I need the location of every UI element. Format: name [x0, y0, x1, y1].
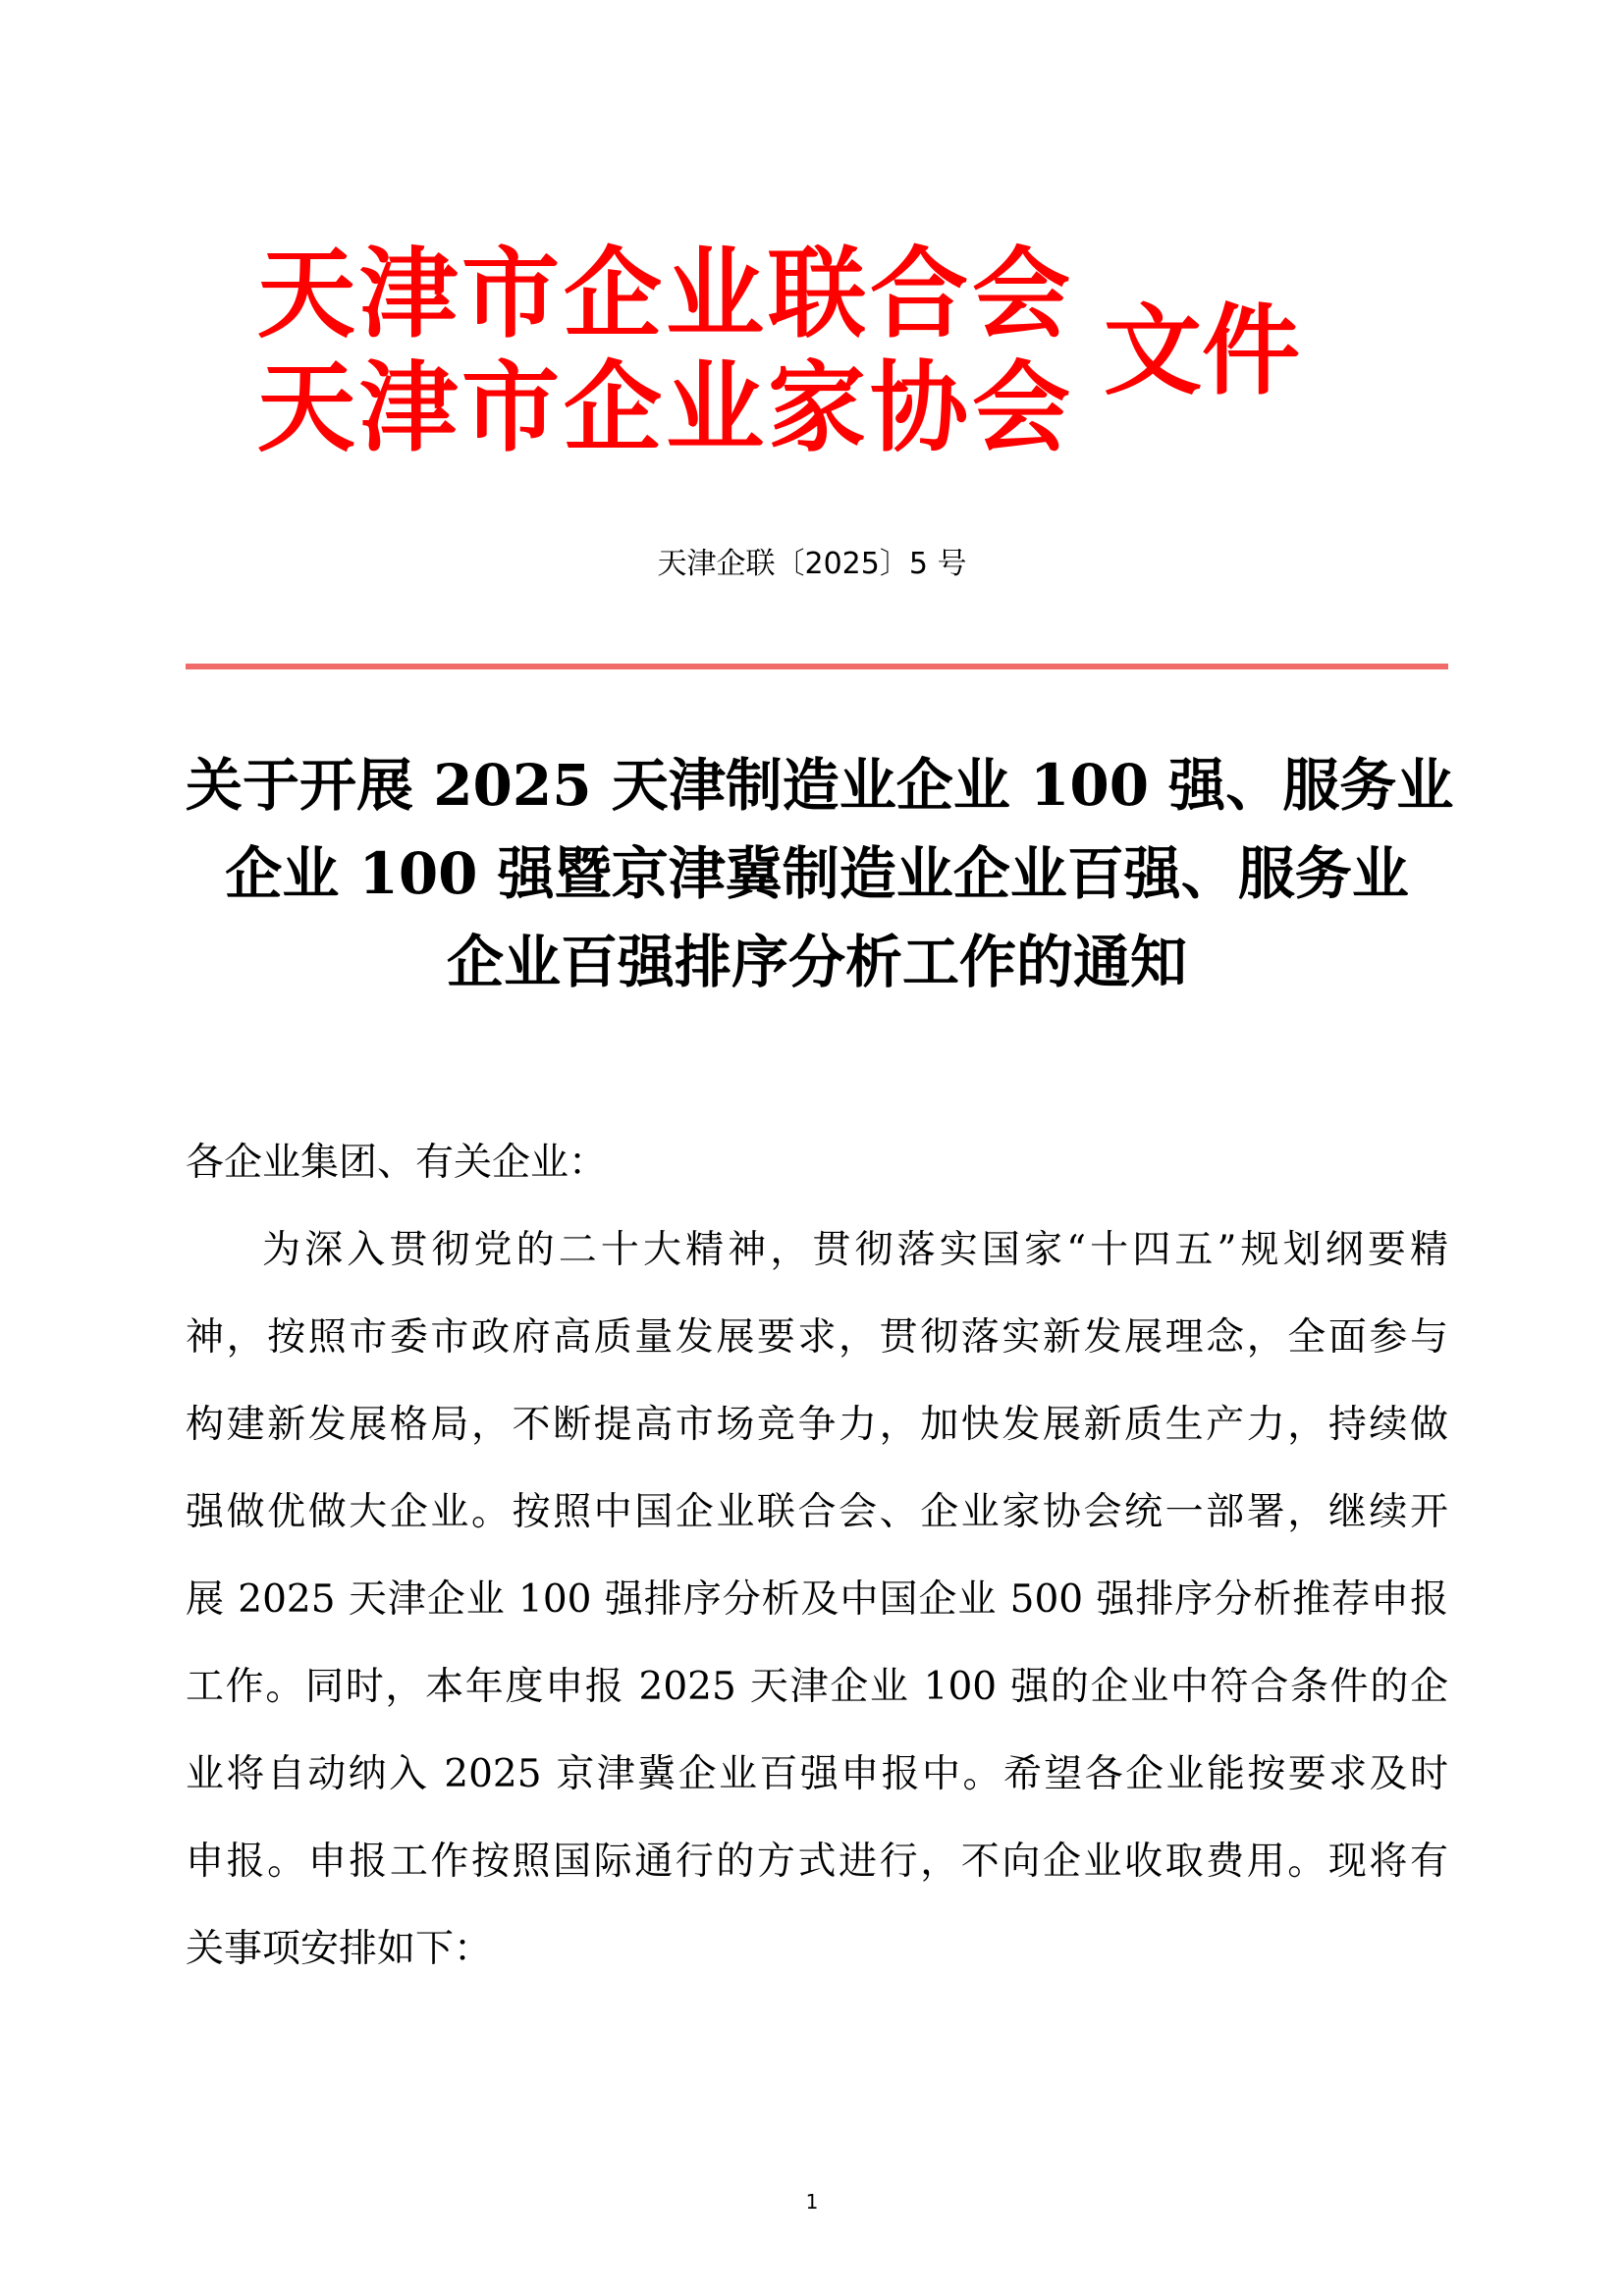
paragraph-line: 强做优做大企业。按照中国企业联合会、企业家协会统一部署，继续开	[186, 1490, 1448, 1534]
paragraph-line: 神，按照市委市政府高质量发展要求，贯彻落实新发展理念，全面参与	[186, 1315, 1448, 1360]
document-title	[186, 741, 1454, 1006]
body-paragraph	[186, 1206, 1448, 1993]
paragraph-line: 业将自动纳入 2025 京津冀企业百强申报中。希望各企业能按要求及时	[186, 1752, 1448, 1796]
header-org-2: 天津市企业家协会	[257, 349, 1074, 465]
title-line: 关于开展 2025 天津制造业企业 100 强、服务业	[186, 752, 1454, 819]
paragraph-line: 工作。同时，本年度申报 2025 天津企业 100 强的企业中符合条件的企	[186, 1665, 1448, 1709]
paragraph-line: 构建新发展格局，不断提高市场竞争力，加快发展新质生产力，持续做	[186, 1403, 1448, 1447]
title-line: 企业 100 强暨京津冀制造业企业百强、服务业	[225, 840, 1409, 907]
paragraph-line: 展 2025 天津企业 100 强排序分析及中国企业 500 强排序分析推荐申报	[186, 1577, 1448, 1622]
document-body	[186, 1119, 1448, 1993]
document-number: 天津企联〔2025〕5 号	[657, 547, 967, 581]
page-number: 1	[805, 2190, 819, 2214]
red-divider	[186, 664, 1448, 669]
header-org-1: 天津市企业联合会	[257, 236, 1074, 351]
red-header	[257, 228, 1337, 483]
title-line: 企业百强排序分析工作的通知	[446, 929, 1187, 995]
paragraph-line: 关事项安排如下：	[186, 1927, 493, 1971]
header-suffix: 文件	[1104, 293, 1300, 408]
paragraph-line: 为深入贯彻党的二十大精神，贯彻落实国家“十四五”规划纲要精	[262, 1228, 1448, 1272]
paragraph-line: 申报。申报工作按照国际通行的方式进行，不向企业收取费用。现将有	[186, 1840, 1448, 1884]
salutation: 各企业集团、有关企业：	[186, 1141, 608, 1185]
